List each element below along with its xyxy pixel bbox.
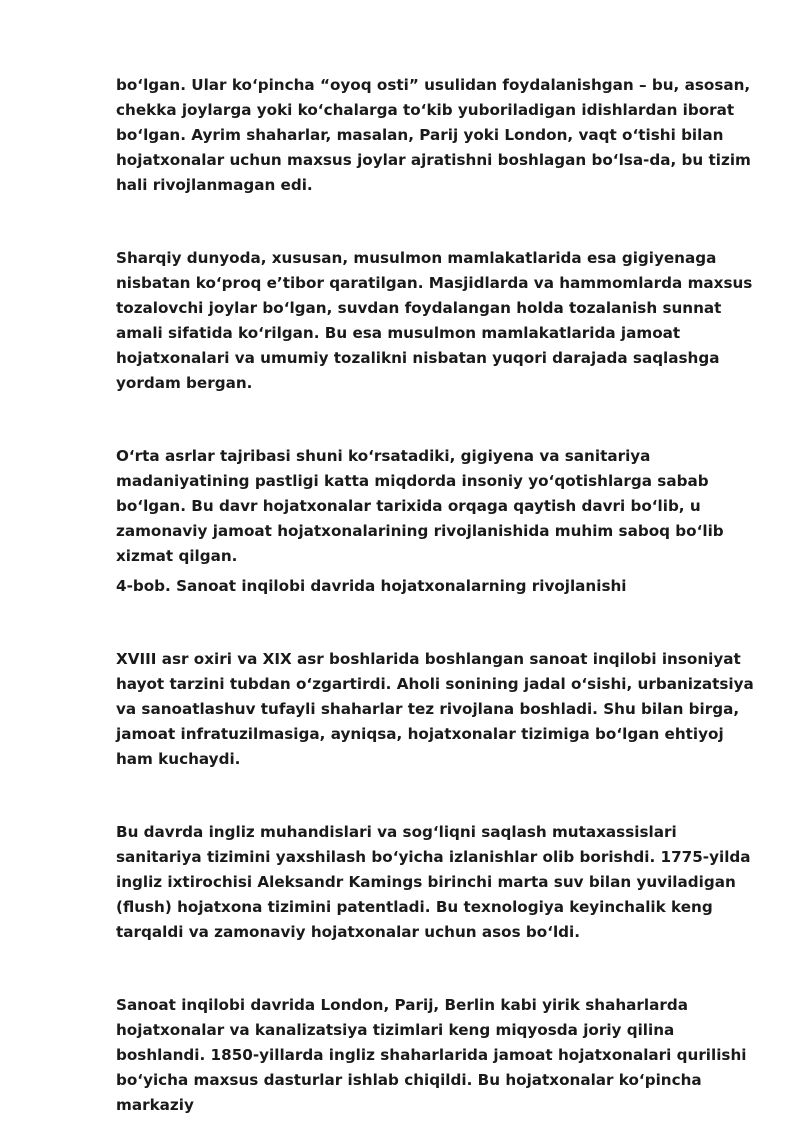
paragraph-4: XVIII asr oxiri va XIX asr boshlarida boshlangan sanoat inqilobi insoniyat hayot tarzini tubdan o‘zgartirdi. Aholi sonining jadal o‘sishi, urbanizatsiya va sanoatlashuv tufayli shaharlar tez rivojlana boshladi. Shu bilan birga, jamoat infratuzilmasiga, ayniqsa, hojatxonalar tizimiga bo‘lgan ehtiyoj ham kuchaydi. [116,650,754,768]
document-body [116,73,756,1118]
paragraph-5: Bu davrda ingliz muhandislari va sog‘liqni saqlash mutaxassislari sanitariya tizimini yaxshilash bo‘yicha izlanishlar olib borishdi. 1775-yilda ingliz ixtirochisi Aleksandr Kamings birinchi marta suv bilan yuviladigan (flush) hojatxona tizimini patentladi. Bu texnologiya keyinchalik keng tarqaldi va zamonaviy hojatxonalar uchun asos bo‘ldi. [116,823,751,941]
paragraph-2: Sharqiy dunyoda, xususan, musulmon mamlakatlarida esa gigiyenaga nisbatan ko‘proq e’tibor qaratilgan. Masjidlarda va hammomlarda maxsus tozalovchi joylar bo‘lgan, suvdan foydalangan holda tozalanish sunnat amali sifatida ko‘rilgan. Bu esa musulmon mamlakatlarida jamoat hojatxonalari va umumiy tozalikni nisbatan yuqori darajada saqlashga yordam bergan. [116,249,753,392]
chapter-heading: 4-bob. Sanoat inqilobi davrida hojatxonalarning rivojlanishi [116,577,627,595]
paragraph-3: O‘rta asrlar tajribasi shuni ko‘rsatadiki, gigiyena va sanitariya madaniyatining pastligi katta miqdorda insoniy yo‘qotishlarga sabab bo‘lgan. Bu davr hojatxonalar tarixida orqaga qaytish davri bo‘lib, u zamonaviy jamoat hojatxonalarining rivojlanishida muhim saboq bo‘lib xizmat qilgan. [116,447,724,565]
paragraph-1: bo‘lgan. Ular ko‘pincha “oyoq osti” usulidan foydalanishgan – bu, asosan, chekka joylarga yoki ko‘chalarga to‘kib yuboriladigan idishlardan iborat bo‘lgan. Ayrim shaharlar, masalan, Parij yoki London, vaqt o‘tishi bilan hojatxonalar uchun maxsus joylar ajratishni boshlagan bo‘lsa-da, bu tizim hali rivojlanmagan edi. [116,76,751,194]
paragraph-6: Sanoat inqilobi davrida London, Parij, Berlin kabi yirik shaharlarda hojatxonalar va kanalizatsiya tizimlari keng miqyosda joriy qilina boshlandi. 1850-yillarda ingliz shaharlarida jamoat hojatxonalari qurilishi bo‘yicha maxsus dasturlar ishlab chiqildi. Bu hojatxonalar ko‘pincha markaziy [116,996,747,1114]
